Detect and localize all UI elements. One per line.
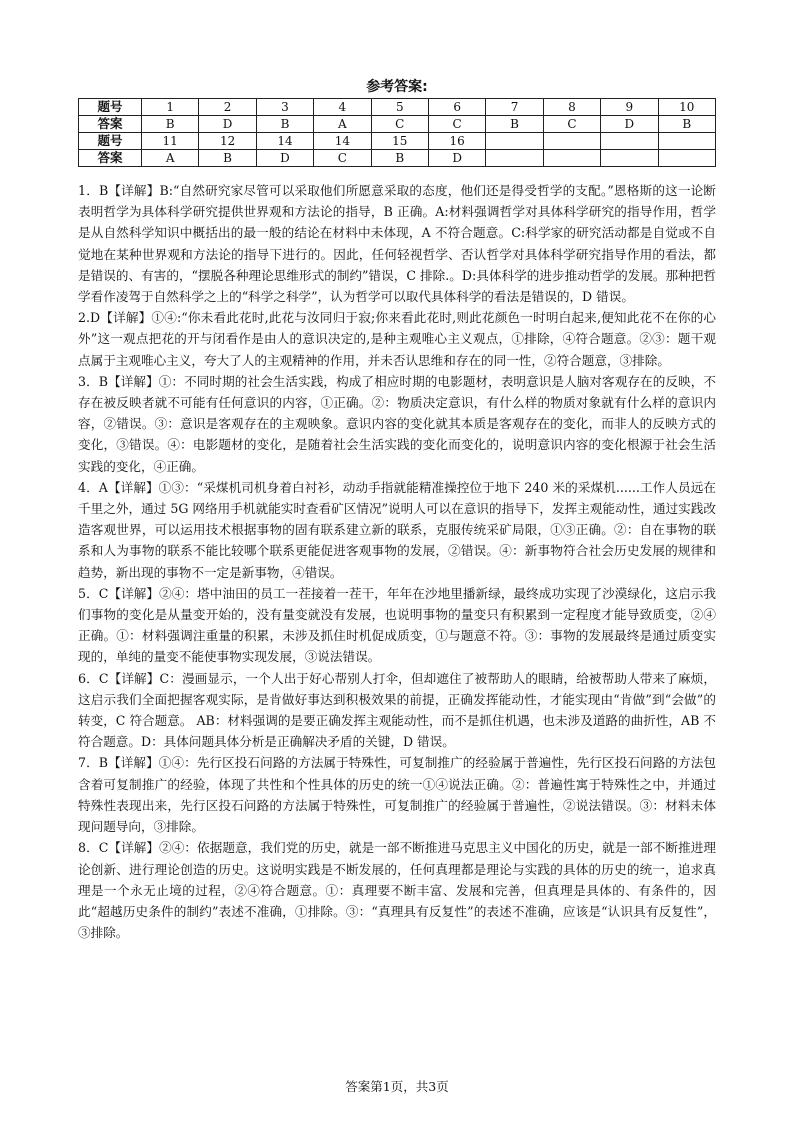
explanation-item: 8．C【详解】②④：依据题意，我们党的历史，就是一部不断推进马克思主义中国化的历史，就是一部不断推进理论创新、进行理论创造的历史。这说明实践是不断发展的，任何真理都是理论与实践的具体的历史的统一，追求真理是一个永无止境的过程，②④符合题意。①：真理要不断丰富、发展和完善，但真理是具体的、有条件的，因此“超越历史条件的制约”表述不准确，①排除。③：“真理具有反复性”的表述不准确，应该是“认识具有反复性”，③排除。 bbox=[78, 840, 716, 941]
table-cell: B bbox=[142, 116, 199, 133]
table-cell bbox=[601, 133, 658, 150]
table-cell: 6 bbox=[428, 99, 485, 116]
table-row-header: 答案 bbox=[79, 116, 142, 133]
table-cell: 14 bbox=[314, 133, 371, 150]
table-cell: A bbox=[142, 150, 199, 167]
explanation-item: 1．B【详解】B:“自然研究家尽管可以采取他们所愿意采取的态度，他们还是得受哲学的支配。”恩格斯的这一论断表明哲学为具体科学研究提供世界观和方法论的指导，B 正确。A:材料强调哲学对具体科学研究的指导作用，哲学是从自然科学知识中概括出的最一般的结论在材料中未体现，A 不符合题意。C:科学家的研究活动都是自觉或不自觉地在某种世界观和方法论的指导下进行的。因此，任何轻视哲学、否认哲学对具体科学研究指导作用的看法，都是错误的、有害的，“摆脱各种理论思维形式的制约”错误，C 排除.。D:具体科学的进步推动哲学的发展。那种把哲学看作凌驾于自然科学之上的“科学之科学”，认为哲学可以取代具体科学的看法是错误的，D 错误。 bbox=[78, 183, 716, 305]
explanation-item: 4．A【详解】①③：“采煤机司机身着白衬衫，动动手指就能精准操控位于地下 240 米的采煤机......工作人员远在千里之外，通过 5G 网络用手机就能实时查看矿区情况”说明人可以在意识的指导下，发挥主观能动性，通过实践改造客观世界，可以运用技术根据事物的固有联系建立新的联系，克服传统采矿局限，①③正确。②：自在事物的联系和人为事物的联系不能比较哪个联系更能促进客观事物的发展，②错误。④：新事物符合社会历史发展的规律和趋势，新出现的事物不一定是新事物，④错误。 bbox=[78, 479, 716, 580]
table-row-header: 答案 bbox=[79, 150, 142, 167]
table-cell: D bbox=[256, 150, 313, 167]
table-cell: 3 bbox=[256, 99, 313, 116]
table-cell: C bbox=[428, 116, 485, 133]
table-cell: B bbox=[371, 150, 428, 167]
table-cell: C bbox=[543, 116, 600, 133]
table-cell: A bbox=[314, 116, 371, 133]
table-cell bbox=[486, 133, 543, 150]
explanation-item: 2.D【详解】①④:“你未看此花时,此花与汝同归于寂;你来看此花时,则此花颜色一时明白起来,便知此花不在你的心外”这一观点把花的开与闭看作是由人的意识决定的,是种主观唯心主义观点，①排除，④符合题意。②③：题干观点属于主观唯心主义，夸大了人的主观精神的作用，并未否认思维和存在的同一性，②符合题意，③排除。 bbox=[78, 310, 716, 368]
explanation-item: 6．C【详解】C：漫画显示，一个人出于好心帮别人打伞，但却遮住了被帮助人的眼睛，给被帮助人带来了麻烦，这启示我们全面把握客观实际，是肯做好事达到积极效果的前提，正确发挥能动性，才能实现由“肯做”到“会做”的转变，C 符合题意。 AB：材料强调的是要正确发挥主观能动性，而不是抓住机遇，也未涉及道路的曲折性，AB 不符合题意。D：具体问题具体分析是正确解决矛盾的关键，D 错误。 bbox=[78, 670, 716, 750]
table-cell: 7 bbox=[486, 99, 543, 116]
table-cell: B bbox=[199, 150, 256, 167]
table-cell: 12 bbox=[199, 133, 256, 150]
table-cell bbox=[601, 150, 658, 167]
explanations bbox=[78, 180, 716, 943]
table-cell: B bbox=[486, 116, 543, 133]
page-title: 参考答案: bbox=[366, 79, 428, 95]
table-cell bbox=[486, 150, 543, 167]
table-cell: B bbox=[658, 116, 715, 133]
table-row bbox=[79, 150, 716, 167]
table-cell: D bbox=[199, 116, 256, 133]
table-cell: 9 bbox=[601, 99, 658, 116]
table-cell: C bbox=[314, 150, 371, 167]
table-cell: B bbox=[256, 116, 313, 133]
table-cell bbox=[658, 150, 715, 167]
page-footer: 答案第1页，共3页 bbox=[345, 1079, 449, 1094]
table-cell: D bbox=[428, 150, 485, 167]
table-cell: 16 bbox=[428, 133, 485, 150]
table-row bbox=[79, 133, 716, 150]
table-cell bbox=[658, 133, 715, 150]
table-cell bbox=[543, 133, 600, 150]
table-cell: 5 bbox=[371, 99, 428, 116]
table-row bbox=[79, 116, 716, 133]
explanation-item: 7．B【详解】①④：先行区投石问路的方法属于特殊性，可复制推广的经验属于普遍性，先行区投石问路的方法包含着可复制推广的经验，体现了共性和个性具体的历史的统一①④说法正确。②：普遍性寓于特殊性之中，并通过特殊性表现出来，先行区投石问路的方法属于特殊性，可复制推广的经验属于普遍性，②说法错误。③：材料未体现问题导向，③排除。 bbox=[78, 755, 716, 835]
answer-table-body bbox=[79, 99, 716, 167]
table-cell: D bbox=[601, 116, 658, 133]
table-cell: 14 bbox=[256, 133, 313, 150]
explanation-item: 3．B【详解】①：不同时期的社会生活实践，构成了相应时期的电影题材，表明意识是人脑对客观存在的反映，不存在被反映者就不可能有任何意识的内容，①正确。②：物质决定意识，有什么样的物质对象就有什么样的意识内容，②错误。③：意识是客观存在的主观映象。意识内容的变化就其本质是客观存在的变化，而非人的反映方式的变化，③错误。④：电影题材的变化，是随着社会生活实践的变化而变化的，说明意识内容的变化根源于社会生活实践的变化，④正确。 bbox=[78, 373, 716, 474]
table-cell: 4 bbox=[314, 99, 371, 116]
table-cell: 1 bbox=[142, 99, 199, 116]
answer-table bbox=[78, 98, 716, 167]
table-cell bbox=[543, 150, 600, 167]
table-cell: 15 bbox=[371, 133, 428, 150]
table-cell: 11 bbox=[142, 133, 199, 150]
table-row-header: 题号 bbox=[79, 99, 142, 116]
table-row-header: 题号 bbox=[79, 133, 142, 150]
explanation-item: 5．C【详解】②④：塔中油田的员工一茬接着一茬干，年年在沙地里播新绿，最终成功实现了沙漠绿化，这启示我们事物的变化是从量变开始的，没有量变就没有发展，也说明事物的量变只有积累到一定程度才能导致质变，②④正确。①：材料强调注重量的积累，未涉及抓住时机促成质变，①与题意不符。③：事物的发展最终是通过质变实现的，单纯的量变不能使事物实现发展，③说法错误。 bbox=[78, 585, 716, 665]
table-row bbox=[79, 99, 716, 116]
table-cell: C bbox=[371, 116, 428, 133]
table-cell: 8 bbox=[543, 99, 600, 116]
table-cell: 2 bbox=[199, 99, 256, 116]
table-cell: 10 bbox=[658, 99, 715, 116]
